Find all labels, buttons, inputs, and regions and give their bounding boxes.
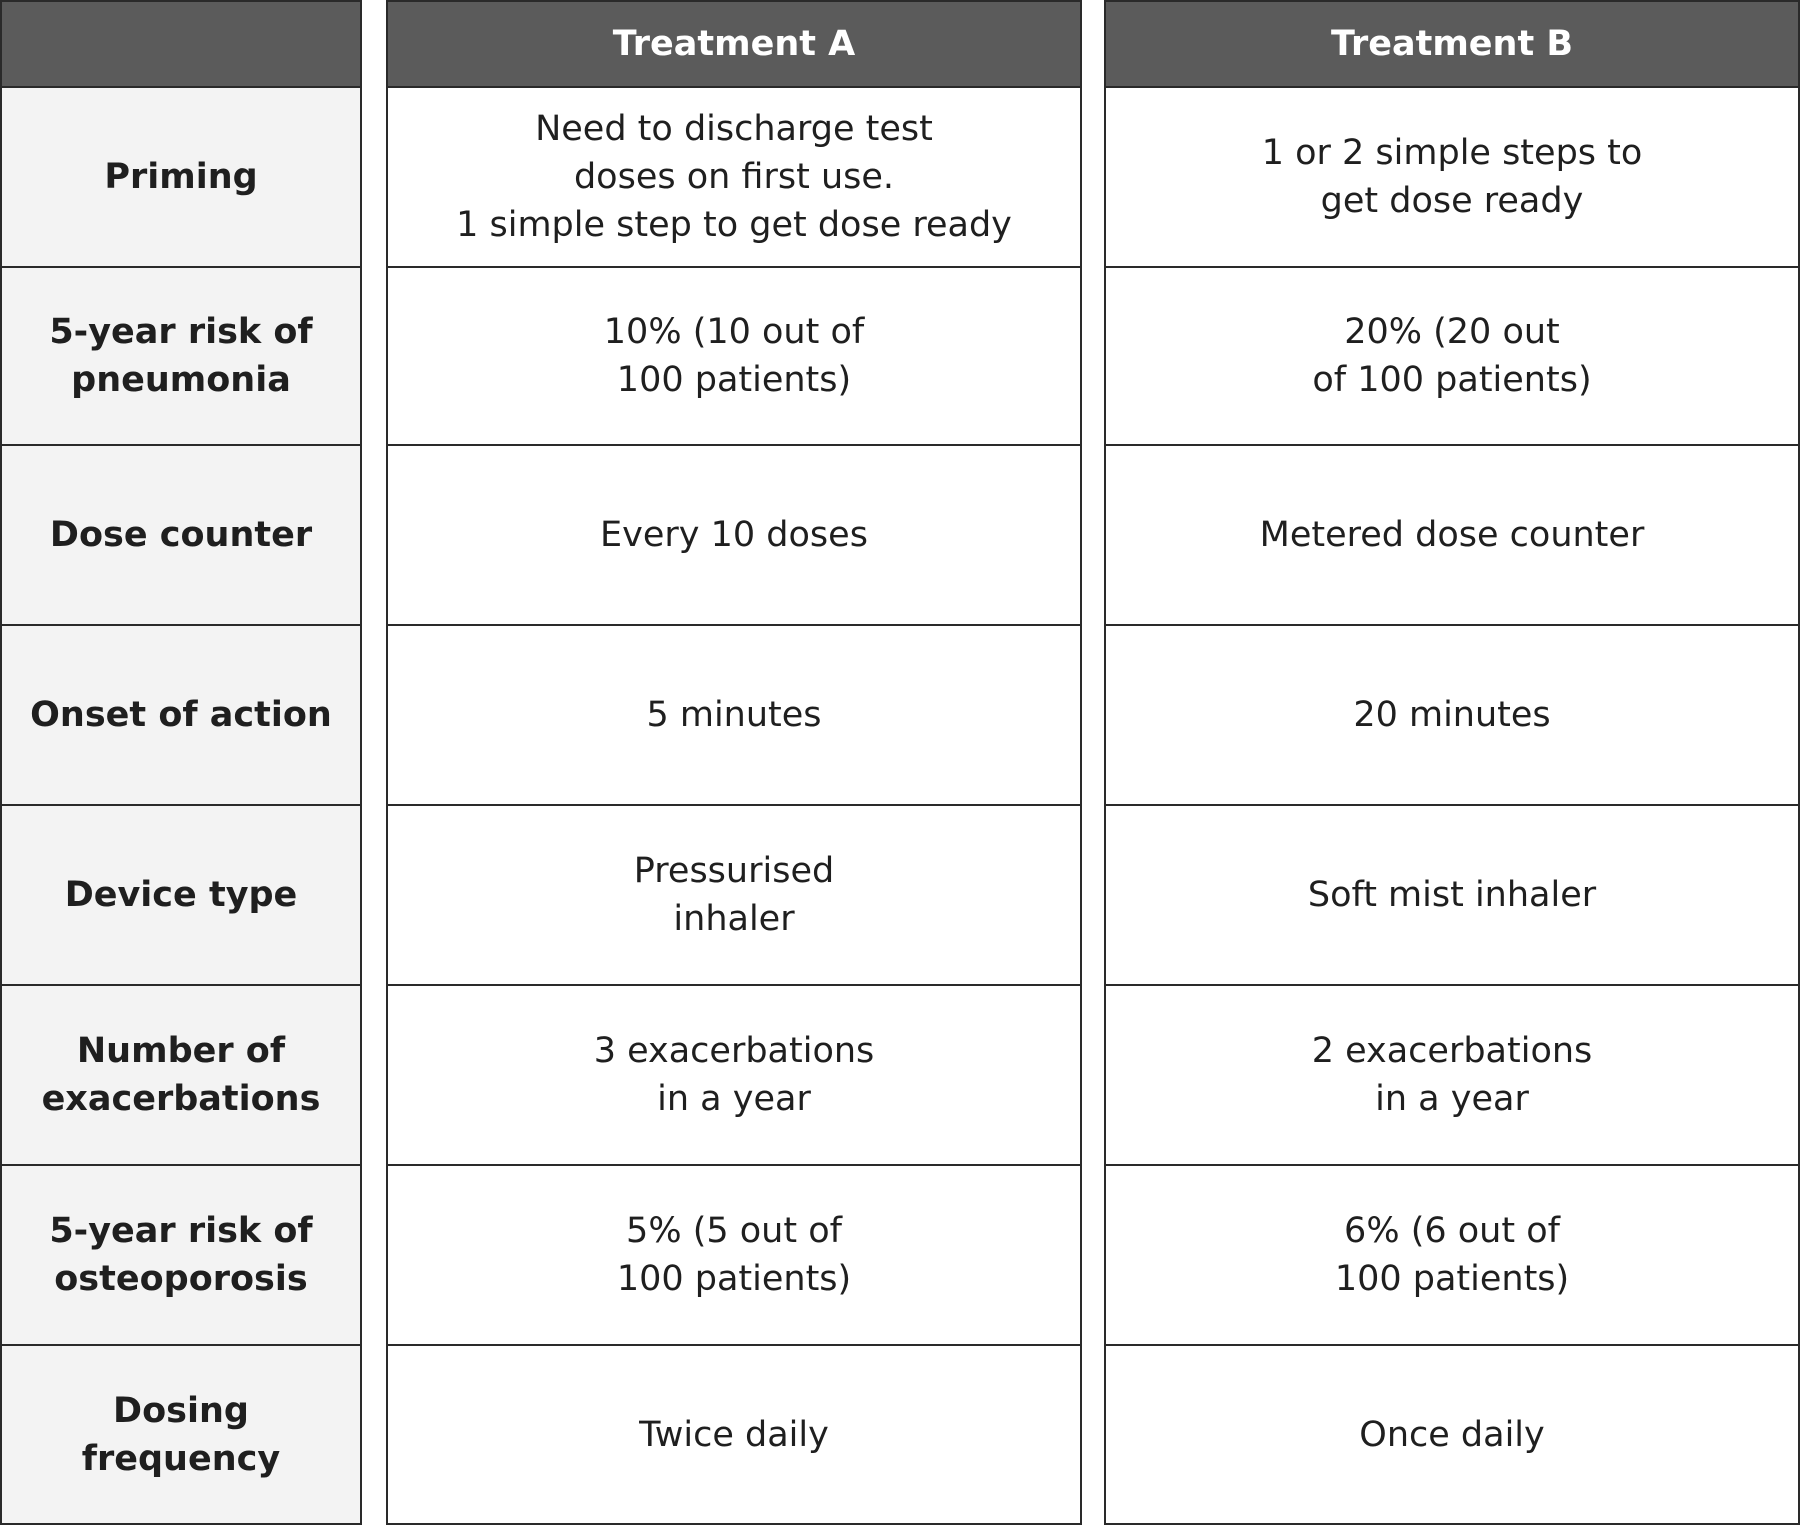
treatment-a-priming: Need to discharge test doses on first use. 1 simple step to get dose ready	[386, 86, 1082, 268]
treatment-a-dose-counter: Every 10 doses	[386, 444, 1082, 626]
row-label-dose-counter: Dose counter	[0, 444, 362, 626]
treatment-b-onset-of-action: 20 minutes	[1104, 624, 1800, 806]
treatment-a-onset-of-action: 5 minutes	[386, 624, 1082, 806]
treatment-a-column	[386, 0, 1082, 1525]
row-label-pneumonia-risk: 5-year risk of pneumonia	[0, 266, 362, 446]
treatment-a-device-type: Pressurised inhaler	[386, 804, 1082, 986]
treatment-b-dose-counter: Metered dose counter	[1104, 444, 1800, 626]
treatment-b-pneumonia-risk: 20% (20 out of 100 patients)	[1104, 266, 1800, 446]
treatment-b-priming: 1 or 2 simple steps to get dose ready	[1104, 86, 1800, 268]
row-label-exacerbations: Number of exacerbations	[0, 984, 362, 1166]
treatment-a-dosing-frequency: Twice daily	[386, 1344, 1082, 1525]
header-treatment-b: Treatment B	[1104, 0, 1800, 88]
label-column	[0, 0, 362, 1525]
header-corner-cell	[0, 0, 362, 88]
treatment-a-exacerbations: 3 exacerbations in a year	[386, 984, 1082, 1166]
treatment-b-dosing-frequency: Once daily	[1104, 1344, 1800, 1525]
treatment-b-exacerbations: 2 exacerbations in a year	[1104, 984, 1800, 1166]
row-label-onset-of-action: Onset of action	[0, 624, 362, 806]
row-label-device-type: Device type	[0, 804, 362, 986]
header-treatment-a: Treatment A	[386, 0, 1082, 88]
treatment-b-column	[1104, 0, 1800, 1525]
treatment-b-device-type: Soft mist inhaler	[1104, 804, 1800, 986]
treatment-a-pneumonia-risk: 10% (10 out of 100 patients)	[386, 266, 1082, 446]
row-label-dosing-frequency: Dosing frequency	[0, 1344, 362, 1525]
treatment-a-osteoporosis-risk: 5% (5 out of 100 patients)	[386, 1164, 1082, 1346]
row-label-priming: Priming	[0, 86, 362, 268]
row-label-osteoporosis-risk: 5-year risk of osteoporosis	[0, 1164, 362, 1346]
treatment-b-osteoporosis-risk: 6% (6 out of 100 patients)	[1104, 1164, 1800, 1346]
